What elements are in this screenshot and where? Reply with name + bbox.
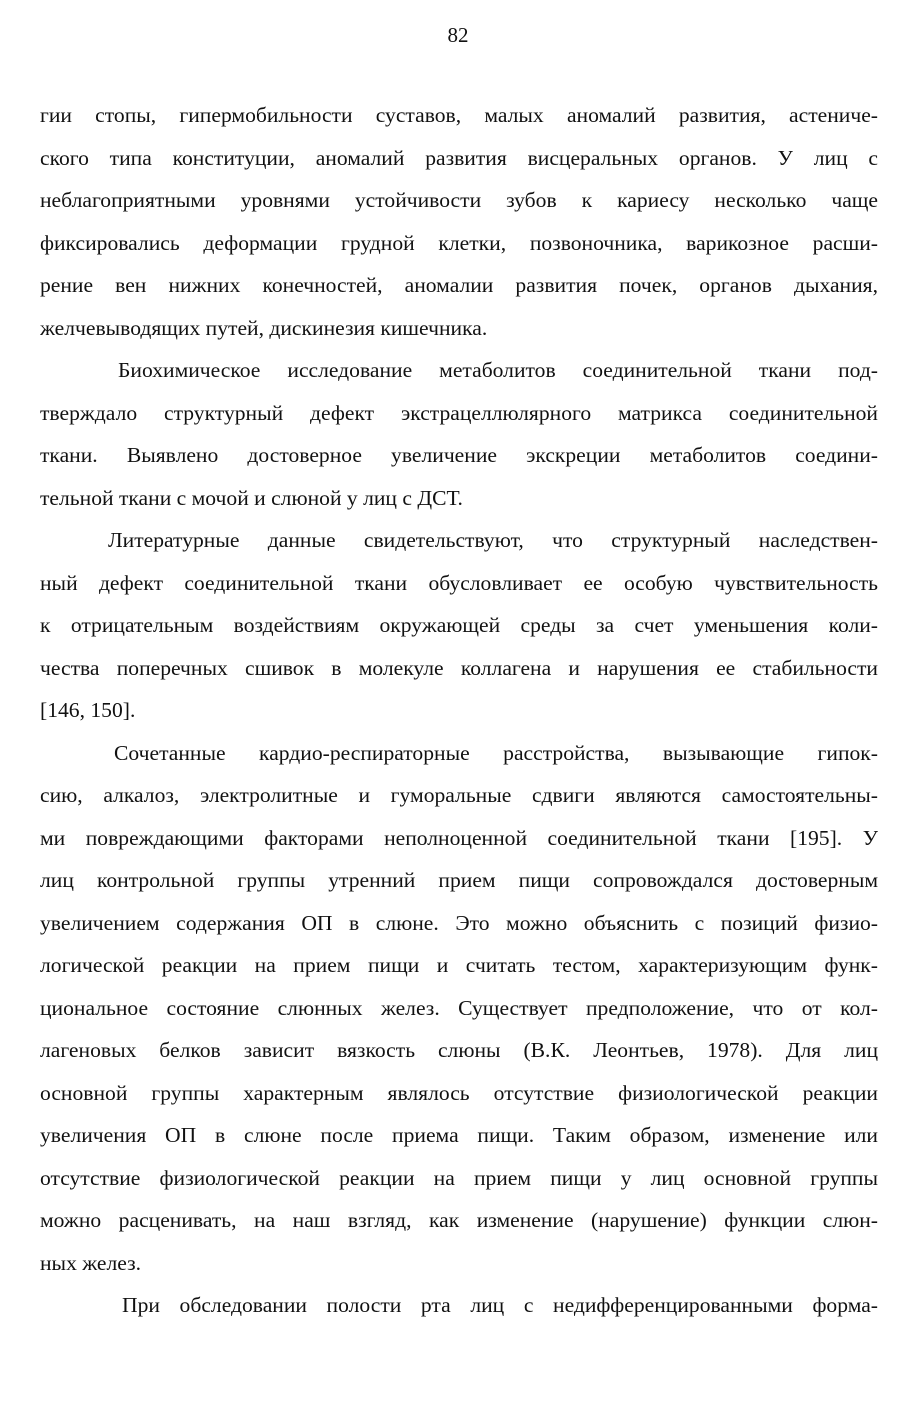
text-line: циональное состояние слюнных желез. Существует предположение, что от кол-: [40, 995, 878, 1020]
text-line: неблагоприятными уровнями устойчивости зубов к кариесу несколько чаще: [40, 188, 878, 212]
text-line: чества поперечных сшивок в молекуле коллагена и нарушения ее стабильности: [40, 655, 878, 680]
text-line: ных желез.: [40, 1250, 142, 1275]
text-line: увеличением содержания ОП в слюне. Это можно объяснить с позиций физио-: [40, 910, 878, 935]
text-line: логической реакции на прием пищи и считать тестом, характеризующим функ-: [40, 953, 878, 977]
text-line: При обследовании полости рта лиц с недифференцированными форма-: [122, 1293, 878, 1317]
text-line: ный дефект соединительной ткани обусловливает ее особую чувствительность: [40, 570, 878, 595]
text-line: желчевыводящих путей, дискинезия кишечника.: [40, 315, 488, 340]
text-line: основной группы характерным являлось отсутствие физиологической реакции: [40, 1080, 878, 1105]
body-text: [40, 94, 878, 1327]
text-line: рение вен нижних конечностей, аномалии развития почек, органов дыхания,: [40, 273, 878, 297]
text-line: сию, алкалоз, электролитные и гуморальные сдвиги являются самостоятельны-: [40, 783, 878, 807]
text-line: фиксировались деформации грудной клетки, позвоночника, варикозное расши-: [40, 230, 878, 255]
text-line: тельной ткани с мочой и слюной у лиц с ДСТ.: [40, 485, 463, 510]
text-line: Литературные данные свидетельствуют, что структурный наследствен-: [108, 528, 878, 552]
text-line: ми повреждающими факторами неполноценной соединительной ткани [195]. У: [40, 825, 878, 850]
text-line: [146, 150].: [40, 698, 136, 722]
page-number: 82: [447, 23, 469, 47]
text-line: лиц контрольной группы утренний прием пищи сопровождался достоверным: [40, 868, 878, 892]
paragraph: [40, 349, 878, 519]
text-line: ского типа конституции, аномалий развития висцеральных органов. У лиц с: [40, 145, 878, 170]
text-line: увеличения ОП в слюне после приема пищи. Таким образом, изменение или: [40, 1123, 878, 1147]
paragraph: [40, 732, 878, 1285]
text-line: к отрицательным воздействиям окружающей среды за счет уменьшения коли-: [40, 613, 878, 637]
paragraph: [40, 1284, 878, 1327]
text-line: можно расценивать, на наш взгляд, как изменение (нарушение) функции слюн-: [40, 1208, 878, 1232]
text-line: лагеновых белков зависит вязкость слюны (В.К. Леонтьев, 1978). Для лиц: [40, 1038, 878, 1062]
text-line: Сочетанные кардио-респираторные расстройства, вызывающие гипок-: [114, 740, 878, 765]
text-line: отсутствие физиологической реакции на прием пищи у лиц основной группы: [40, 1165, 878, 1190]
text-line: гии стопы, гипермобильности суставов, малых аномалий развития, астениче-: [40, 103, 878, 127]
paragraph: [40, 94, 878, 349]
text-line: ткани. Выявлено достоверное увеличение экскреции метаболитов соедини-: [40, 443, 878, 467]
paragraph: [40, 519, 878, 732]
text-line: тверждало структурный дефект экстрацеллюлярного матрикса соединительной: [40, 400, 878, 425]
text-line: Биохимическое исследование метаболитов соединительной ткани под-: [118, 358, 878, 382]
